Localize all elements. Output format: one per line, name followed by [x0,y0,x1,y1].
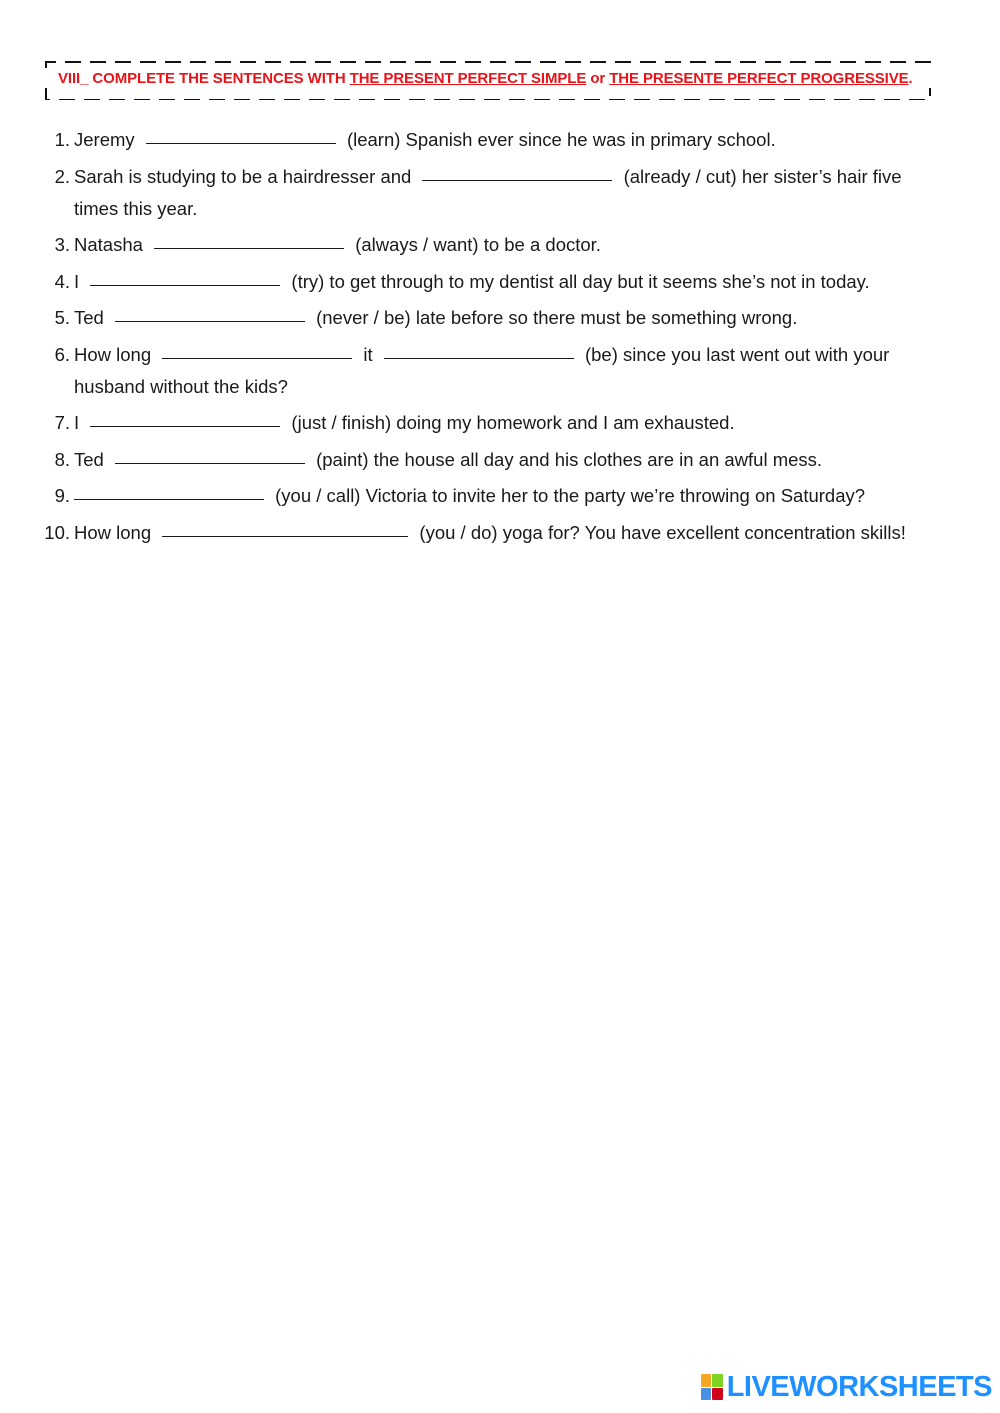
exercise-item-2 [40,161,940,225]
exercise-item-1 [40,124,940,156]
instruction-form1: THE PRESENT PERFECT SIMPLE [349,70,587,87]
instruction-prefix: VIII_ COMPLETE THE SENTENCES WITH [58,70,350,87]
exercise-item-7 [40,407,940,439]
item-text-before: How long [74,343,152,365]
exercise-item-3 [40,229,940,261]
item-number: 4. [54,270,70,292]
answer-blank-10[interactable] [162,536,408,537]
item-number: 3. [54,234,70,255]
item-text-after: (you / call) Victoria to invite her to the party we’re throwing on Saturday? [275,485,866,506]
answer-blank-6a[interactable] [162,358,352,359]
item-number: 9. [54,485,70,506]
exercise-list [40,124,940,553]
item-number: 7. [54,412,70,433]
item-text-before: Natasha [74,234,143,255]
item-text-before: Ted [74,448,104,470]
liveworksheets-logo-icon [701,1374,723,1400]
liveworksheets-logo [701,1371,992,1403]
item-text-before: How long [74,521,152,543]
answer-blank-4[interactable] [90,285,280,286]
answer-blank-1[interactable] [146,143,336,144]
exercise-item-10 [40,517,940,549]
item-number: 6. [54,343,70,365]
answer-blank-9[interactable] [74,499,264,500]
item-number: 2. [54,165,70,187]
item-text-continued: times this year. [74,197,198,219]
item-text-continued: husband without the kids? [74,375,288,397]
item-text-after: (always / want) to be a doctor. [355,234,601,255]
exercise-item-4 [40,266,940,298]
answer-blank-3[interactable] [154,248,344,249]
item-number: 8. [54,448,70,470]
item-text-after: (just / finish) doing my homework and I am exhausted. [291,412,735,433]
item-text-middle: it [363,343,373,365]
item-text-after: (you / do) yoga for? You have excellent concentration skills! [419,521,906,543]
item-text-before: Ted [74,307,104,328]
answer-blank-6b[interactable] [384,358,574,359]
item-text-before: I [74,270,80,292]
exercise-item-8 [40,444,940,476]
answer-blank-5[interactable] [115,321,305,322]
item-text-before: Sarah is studying to be a hairdresser and [74,165,412,187]
instruction-joiner: or [586,70,610,87]
instruction-form2: THE PRESENTE PERFECT PROGRESSIVE [609,70,909,87]
item-text-after: (try) to get through to my dentist all day but it seems she’s not in today. [291,270,870,292]
exercise-item-6 [40,339,940,403]
instruction-text [58,70,913,87]
instruction-end: . [908,70,913,87]
item-number: 10. [44,521,70,543]
item-text-after: (already / cut) her sister’s hair five [623,165,902,187]
item-text-before: I [74,412,80,433]
answer-blank-8[interactable] [115,463,305,464]
instruction-box [44,60,934,100]
exercise-item-9 [40,480,940,512]
item-text-after: (learn) Spanish ever since he was in primary school. [346,129,776,150]
item-text-after: (be) since you last went out with your [584,343,890,365]
exercise-item-5 [40,302,940,334]
brand-name: LIVEWORKSHEETS [726,1370,992,1403]
answer-blank-7[interactable] [90,426,280,427]
item-text-after: (paint) the house all day and his clothes are in an awful mess. [316,448,823,470]
item-number: 5. [54,307,70,328]
item-text-after: (never / be) late before so there must be something wrong. [316,307,798,328]
item-number: 1. [54,129,70,150]
item-text-before: Jeremy [74,129,135,150]
answer-blank-2[interactable] [422,180,612,181]
